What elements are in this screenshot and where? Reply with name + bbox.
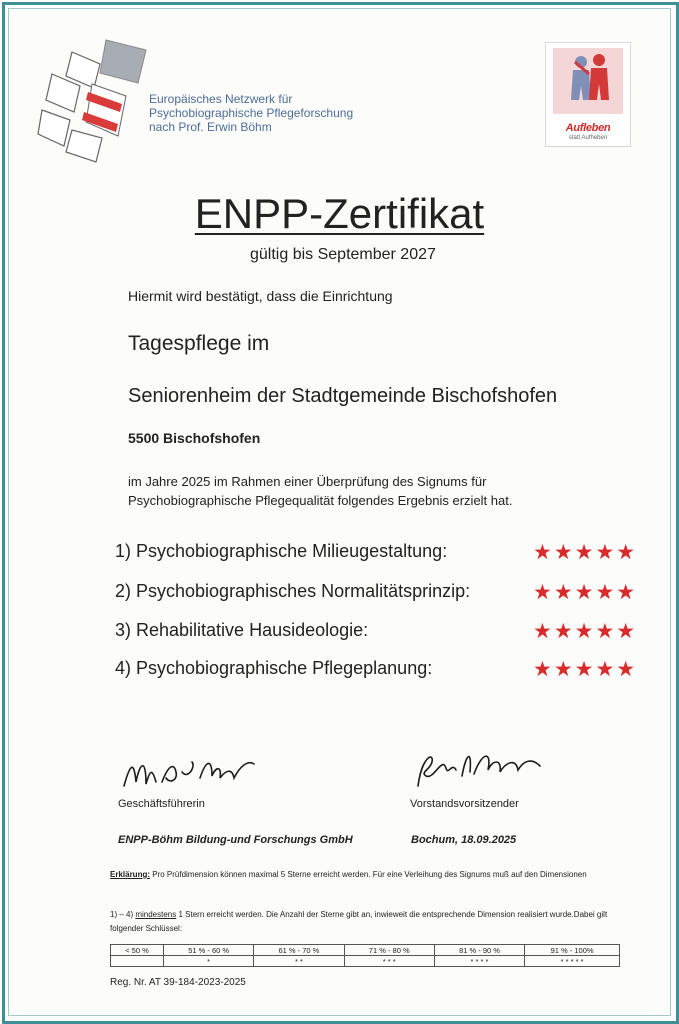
rating-stars: ★★★★★ — [533, 541, 638, 564]
explanation-text: Pro Prüfdimension können maximal 5 Sterne erreicht werden. Für eine Verleihung des Signums muß auf den Dimensionen — [150, 870, 587, 879]
facility-city: 5500 Bischofshofen — [128, 430, 261, 446]
star-key-table — [110, 944, 620, 967]
key-minimum: mindestens — [135, 910, 177, 919]
registration-number: Reg. Nr. AT 39-184-2023-2025 — [110, 977, 246, 988]
facility-line-2: Seniorenheim der Stadtgemeinde Bischofshofen — [128, 385, 558, 407]
key-range-cell: < 50 % — [111, 945, 164, 956]
key-range-cell: 91 % - 100% — [525, 945, 620, 956]
key-stars-row — [111, 956, 620, 967]
key-range-cell: 71 % - 80 % — [344, 945, 434, 956]
rating-stars: ★★★★★ — [533, 581, 638, 604]
organization-name — [149, 92, 353, 134]
rating-label: 1) Psychobiographische Milieugestaltung: — [115, 541, 448, 561]
org-line-2: Psychobiographische Pflegeforschung — [149, 106, 354, 120]
rating-label: 4) Psychobiographische Pflegeplanung: — [115, 658, 433, 678]
enpp-cube-logo — [34, 38, 149, 163]
key-range-cell: 81 % - 90 % — [434, 945, 524, 956]
figures-icon — [545, 42, 631, 122]
explanation-label: Erklärung: — [110, 870, 151, 879]
company-name: ENPP-Böhm Bildung-und Forschungs GmbH — [118, 834, 353, 846]
certificate-title: ENPP-Zertifikat — [194, 190, 485, 237]
logo-subtext: statt Aufheben — [568, 135, 608, 141]
result-line-2: Psychobiographische Pflegequalität folgendes Ergebnis erzielt hat. — [128, 493, 513, 508]
key-explanation — [110, 908, 620, 936]
left-signature — [116, 752, 266, 794]
key-stars-cell: * * * * * — [525, 956, 620, 967]
result-text — [128, 472, 512, 510]
aufleben-logo — [545, 42, 631, 147]
left-signature-role: Geschäftsführerin — [118, 798, 205, 810]
right-signature-role: Vorstandsvorsitzender — [410, 798, 519, 810]
intro-text: Hiermit wird bestätigt, dass die Einrichtung — [128, 288, 393, 304]
key-stars-cell: * — [163, 956, 253, 967]
key-range-cell: 51 % - 60 % — [163, 945, 253, 956]
rating-label: 2) Psychobiographisches Normalitätsprinzip: — [115, 581, 471, 601]
key-stars-cell: * * * * — [434, 956, 524, 967]
result-line-1: im Jahre 2025 im Rahmen einer Überprüfung des Signums für — [128, 474, 487, 489]
place-date: Bochum, 18.09.2025 — [411, 834, 517, 846]
rating-stars: ★★★★★ — [533, 658, 638, 681]
validity-text: gültig bis September 2027 — [250, 246, 436, 263]
key-text: 1 Stern erreicht werden. Die Anzahl der Sterne gibt an, inwieweit die entsprechende Dimension realisiert wurde.Dabei gilt folgender Schlüssel: — [110, 910, 608, 933]
right-signature — [408, 746, 548, 792]
rating-stars: ★★★★★ — [533, 620, 638, 643]
key-range-row — [111, 945, 620, 956]
org-line-3: nach Prof. Erwin Böhm — [149, 120, 272, 134]
org-line-1: Europäisches Netzwerk für — [149, 92, 293, 106]
rating-label: 3) Rehabilitative Hausideologie: — [115, 620, 369, 640]
key-stars-cell: * * * — [344, 956, 434, 967]
logo-text: Aufleben — [565, 122, 611, 134]
explanation-paragraph — [110, 868, 610, 882]
key-range-cell: 61 % - 70 % — [254, 945, 344, 956]
facility-line-1: Tagespflege im — [128, 332, 270, 355]
key-stars-cell — [111, 956, 164, 967]
key-prefix: 1) – 4) — [110, 910, 136, 919]
key-stars-cell: * * — [254, 956, 344, 967]
